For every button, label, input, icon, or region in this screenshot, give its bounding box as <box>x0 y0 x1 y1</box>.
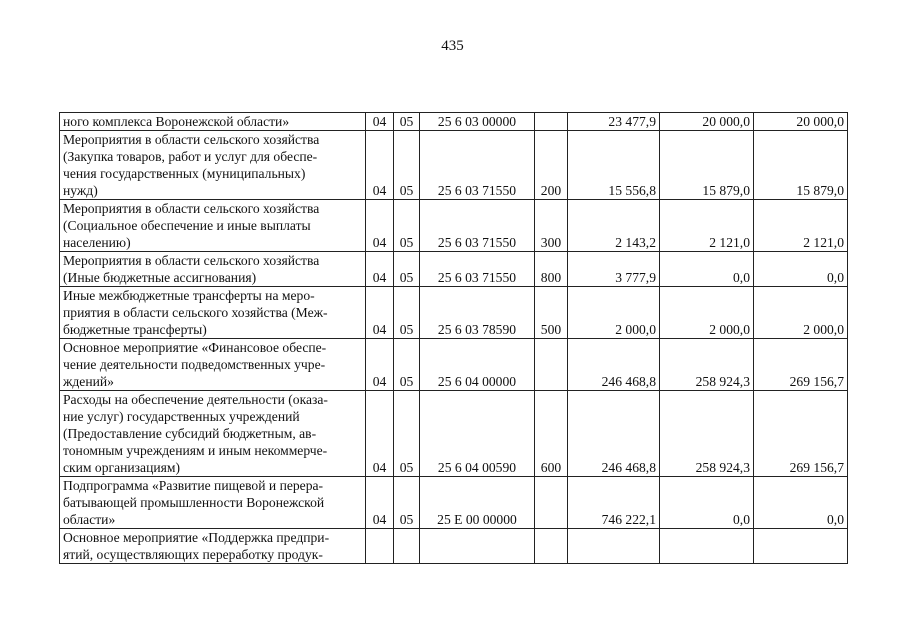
item-name-line: чение деятельности подведомственных учре- <box>63 357 326 372</box>
amount-year1-cell: 246 468,8 <box>568 391 660 477</box>
amount-year2-cell: 258 924,3 <box>660 339 754 391</box>
amount-year3-cell: 2 121,0 <box>754 200 848 252</box>
table-row <box>60 529 848 564</box>
subsection-code-cell: 05 <box>394 287 420 339</box>
item-name-cell <box>60 391 366 477</box>
item-name-line: (Закупка товаров, работ и услуг для обеспе- <box>63 149 318 164</box>
table-body <box>60 113 848 564</box>
table-row <box>60 131 848 200</box>
section-code-cell: 04 <box>366 287 394 339</box>
expense-type-cell: 300 <box>535 200 568 252</box>
item-name-line: Мероприятия в области сельского хозяйства <box>63 132 320 147</box>
expense-type-cell <box>535 339 568 391</box>
item-name-cell <box>60 477 366 529</box>
item-name-line: населению) <box>63 235 131 250</box>
item-name-cell <box>60 529 366 564</box>
amount-year2-cell: 258 924,3 <box>660 391 754 477</box>
budget-table <box>59 112 848 564</box>
item-name-line: Мероприятия в области сельского хозяйства <box>63 201 320 216</box>
item-name-line: чения государственных (муниципальных) <box>63 166 306 181</box>
amount-year1-cell: 3 777,9 <box>568 252 660 287</box>
target-article-cell: 25 6 04 00590 <box>420 391 535 477</box>
amount-year3-cell: 0,0 <box>754 252 848 287</box>
subsection-code-cell: 05 <box>394 113 420 131</box>
section-code-cell: 04 <box>366 131 394 200</box>
target-article-cell: 25 6 03 00000 <box>420 113 535 131</box>
section-code-cell <box>366 529 394 564</box>
expense-type-cell: 600 <box>535 391 568 477</box>
item-name-cell <box>60 339 366 391</box>
item-name-line: Иные межбюджетные трансферты на меро- <box>63 288 315 303</box>
table-row <box>60 391 848 477</box>
item-name-line: Подпрограмма «Развитие пищевой и перера- <box>63 478 324 493</box>
amount-year2-cell: 20 000,0 <box>660 113 754 131</box>
amount-year1-cell: 15 556,8 <box>568 131 660 200</box>
amount-year1-cell: 23 477,9 <box>568 113 660 131</box>
item-name-cell <box>60 252 366 287</box>
target-article-cell: 25 Е 00 00000 <box>420 477 535 529</box>
item-name-line: Основное мероприятие «Финансовое обеспе- <box>63 340 327 355</box>
item-name-line: бюджетные трансферты) <box>63 322 207 337</box>
expense-type-cell: 200 <box>535 131 568 200</box>
amount-year1-cell: 246 468,8 <box>568 339 660 391</box>
target-article-cell: 25 6 03 78590 <box>420 287 535 339</box>
amount-year2-cell: 0,0 <box>660 477 754 529</box>
table-row <box>60 477 848 529</box>
item-name-line: Мероприятия в области сельского хозяйства <box>63 253 320 268</box>
subsection-code-cell: 05 <box>394 477 420 529</box>
section-code-cell: 04 <box>366 339 394 391</box>
target-article-cell <box>420 529 535 564</box>
section-code-cell: 04 <box>366 477 394 529</box>
item-name-cell <box>60 200 366 252</box>
amount-year3-cell: 20 000,0 <box>754 113 848 131</box>
section-code-cell: 04 <box>366 252 394 287</box>
amount-year3-cell: 2 000,0 <box>754 287 848 339</box>
item-name-line: приятия в области сельского хозяйства (Меж- <box>63 305 328 320</box>
target-article-cell: 25 6 03 71550 <box>420 131 535 200</box>
amount-year2-cell: 0,0 <box>660 252 754 287</box>
table-row <box>60 252 848 287</box>
subsection-code-cell: 05 <box>394 252 420 287</box>
item-name-line: ятий, осуществляющих переработку продук- <box>63 547 323 562</box>
table-row <box>60 113 848 131</box>
page-number: 435 <box>441 38 464 54</box>
target-article-cell: 25 6 04 00000 <box>420 339 535 391</box>
item-name-line: ским организациям) <box>63 460 181 475</box>
item-name-line: тономным учреждениям и иным некоммерче- <box>63 443 328 458</box>
item-name-line: Расходы на обеспечение деятельности (оказа- <box>63 392 328 407</box>
subsection-code-cell <box>394 529 420 564</box>
expense-type-cell: 800 <box>535 252 568 287</box>
subsection-code-cell: 05 <box>394 391 420 477</box>
item-name-line: ние услуг) государственных учреждений <box>63 409 300 424</box>
expense-type-cell <box>535 113 568 131</box>
amount-year3-cell: 0,0 <box>754 477 848 529</box>
target-article-cell: 25 6 03 71550 <box>420 252 535 287</box>
item-name-line: (Предоставление субсидий бюджетным, ав- <box>63 426 317 441</box>
amount-year2-cell: 2 121,0 <box>660 200 754 252</box>
amount-year3-cell: 15 879,0 <box>754 131 848 200</box>
amount-year2-cell: 2 000,0 <box>660 287 754 339</box>
amount-year2-cell: 15 879,0 <box>660 131 754 200</box>
section-code-cell: 04 <box>366 200 394 252</box>
table-row <box>60 200 848 252</box>
expense-type-cell: 500 <box>535 287 568 339</box>
amount-year1-cell: 746 222,1 <box>568 477 660 529</box>
item-name-line: батывающей промышленности Воронежской <box>63 495 325 510</box>
item-name-cell <box>60 287 366 339</box>
item-name-cell <box>60 113 366 131</box>
subsection-code-cell: 05 <box>394 339 420 391</box>
amount-year2-cell <box>660 529 754 564</box>
amount-year3-cell: 269 156,7 <box>754 339 848 391</box>
item-name-line: Основное мероприятие «Поддержка предпри- <box>63 530 330 545</box>
expense-type-cell <box>535 477 568 529</box>
item-name-line: ждений» <box>63 374 114 389</box>
item-name-line: нужд) <box>63 183 98 198</box>
amount-year1-cell: 2 000,0 <box>568 287 660 339</box>
item-name-line: ного комплекса Воронежской области» <box>63 114 290 129</box>
item-name-line: области» <box>63 512 116 527</box>
table-row <box>60 339 848 391</box>
expense-type-cell <box>535 529 568 564</box>
section-code-cell: 04 <box>366 113 394 131</box>
amount-year1-cell <box>568 529 660 564</box>
item-name-cell <box>60 131 366 200</box>
amount-year3-cell: 269 156,7 <box>754 391 848 477</box>
item-name-line: (Социальное обеспечение и иные выплаты <box>63 218 311 233</box>
section-code-cell: 04 <box>366 391 394 477</box>
amount-year1-cell: 2 143,2 <box>568 200 660 252</box>
target-article-cell: 25 6 03 71550 <box>420 200 535 252</box>
amount-year3-cell <box>754 529 848 564</box>
table-row <box>60 287 848 339</box>
item-name-line: (Иные бюджетные ассигнования) <box>63 270 257 285</box>
subsection-code-cell: 05 <box>394 200 420 252</box>
subsection-code-cell: 05 <box>394 131 420 200</box>
